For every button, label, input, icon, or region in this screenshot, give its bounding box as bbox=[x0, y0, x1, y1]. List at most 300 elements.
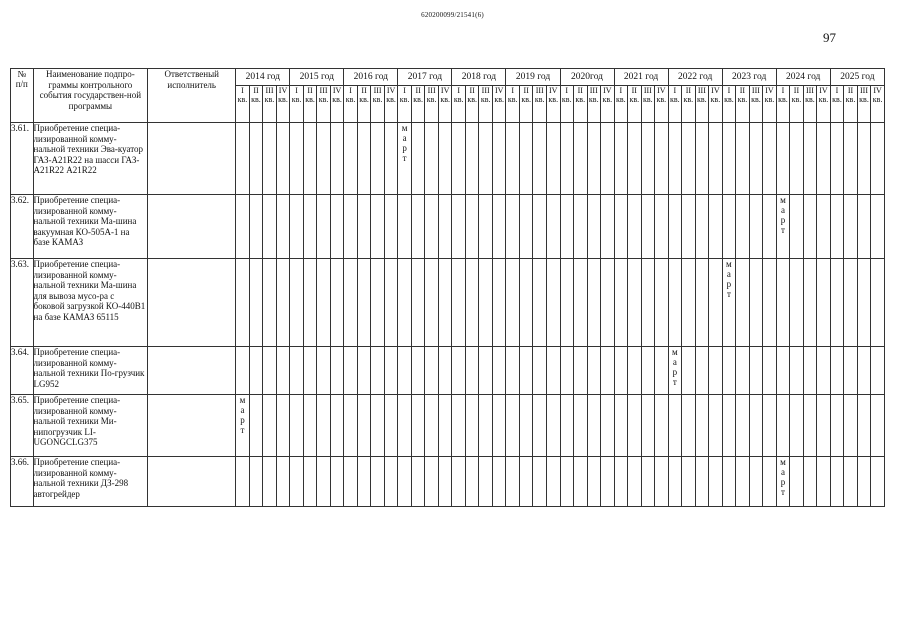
quarter-cell bbox=[465, 123, 479, 195]
quarter-cell bbox=[601, 195, 615, 259]
quarter-cell bbox=[817, 457, 831, 507]
quarter-cell bbox=[817, 195, 831, 259]
row-event-name: Приобретение специа-лизированной комму-нальной техники Ма-шина для вывоза мусо-ра с боковой загрузкой КО-440В1 на базе КАМАЗ 65115 bbox=[33, 259, 148, 347]
quarter-cell bbox=[709, 195, 723, 259]
quarter-cell bbox=[655, 195, 669, 259]
quarter-cell bbox=[695, 259, 709, 347]
quarter-cell bbox=[371, 195, 385, 259]
quarter-cell bbox=[560, 123, 574, 195]
quarter-cell bbox=[290, 259, 304, 347]
quarter-cell bbox=[830, 347, 844, 395]
quarter-cell bbox=[438, 259, 452, 347]
quarter-cell bbox=[249, 347, 263, 395]
month-letter: а bbox=[780, 467, 785, 477]
month-letter: м bbox=[780, 195, 786, 205]
quarter-cell bbox=[682, 395, 696, 457]
quarter-cell bbox=[709, 123, 723, 195]
quarter-cell bbox=[249, 123, 263, 195]
quarter-cell bbox=[492, 123, 506, 195]
month-letter: р bbox=[780, 215, 786, 225]
quarter-cell bbox=[452, 457, 466, 507]
row-number: 3.64. bbox=[11, 347, 34, 395]
quarter-cell bbox=[641, 259, 655, 347]
quarter-cell bbox=[871, 395, 885, 457]
quarter-cell bbox=[668, 395, 682, 457]
quarter-cell bbox=[614, 457, 628, 507]
month-mark bbox=[668, 347, 682, 395]
header-responsible: Ответственый исполнитель bbox=[148, 69, 236, 123]
quarter-cell bbox=[317, 123, 331, 195]
header-quarter: IV кв. bbox=[384, 86, 398, 123]
table-row bbox=[11, 123, 885, 195]
quarter-cell bbox=[574, 259, 588, 347]
quarter-cell bbox=[655, 259, 669, 347]
quarter-cell bbox=[709, 457, 723, 507]
table-row bbox=[11, 347, 885, 395]
quarter-cell bbox=[330, 457, 344, 507]
quarter-cell bbox=[574, 395, 588, 457]
quarter-cell bbox=[344, 395, 358, 457]
quarter-cell bbox=[479, 259, 493, 347]
quarter-cell bbox=[425, 347, 439, 395]
header-year: 2024 год bbox=[776, 69, 830, 86]
header-quarter: II кв. bbox=[249, 86, 263, 123]
quarter-cell bbox=[465, 259, 479, 347]
month-mark bbox=[776, 195, 790, 259]
header-event-name: Наименование подпро-граммы контрольного события государствен-ной программы bbox=[33, 69, 148, 123]
month-letter: а bbox=[780, 205, 785, 215]
row-responsible bbox=[148, 457, 236, 507]
quarter-cell bbox=[722, 395, 736, 457]
quarter-cell bbox=[249, 395, 263, 457]
row-event-name: Приобретение специа-лизированной комму-нальной техники Ма-шина вакуумная КО-505А-1 на базе КАМАЗ bbox=[33, 195, 148, 259]
quarter-cell bbox=[803, 347, 817, 395]
header-quarter: II кв. bbox=[411, 86, 425, 123]
header-quarter: III кв. bbox=[317, 86, 331, 123]
quarter-cell bbox=[560, 457, 574, 507]
quarter-cell bbox=[330, 347, 344, 395]
quarter-cell bbox=[560, 195, 574, 259]
quarter-cell bbox=[776, 347, 790, 395]
month-letter: м bbox=[401, 123, 408, 133]
quarter-cell bbox=[844, 259, 858, 347]
quarter-cell bbox=[546, 457, 560, 507]
quarter-cell bbox=[614, 123, 628, 195]
month-mark bbox=[398, 123, 412, 195]
quarter-cell bbox=[317, 259, 331, 347]
header-quarter: IV кв. bbox=[763, 86, 777, 123]
quarter-cell bbox=[357, 259, 371, 347]
quarter-cell bbox=[587, 457, 601, 507]
quarter-cell bbox=[506, 123, 520, 195]
quarter-cell bbox=[519, 259, 533, 347]
quarter-cell bbox=[371, 457, 385, 507]
quarter-cell bbox=[749, 195, 763, 259]
quarter-cell bbox=[574, 195, 588, 259]
quarter-cell bbox=[601, 259, 615, 347]
quarter-cell bbox=[276, 395, 290, 457]
header-quarter: II кв. bbox=[628, 86, 642, 123]
quarter-cell bbox=[830, 123, 844, 195]
header-quarter: I кв. bbox=[560, 86, 574, 123]
header-quarter: IV кв. bbox=[655, 86, 669, 123]
header-quarter: II кв. bbox=[465, 86, 479, 123]
header-quarter: I кв. bbox=[614, 86, 628, 123]
quarter-cell bbox=[601, 123, 615, 195]
quarter-cell bbox=[817, 347, 831, 395]
quarter-cell bbox=[574, 347, 588, 395]
header-year: 2021 год bbox=[614, 69, 668, 86]
quarter-cell bbox=[263, 259, 277, 347]
quarter-cell bbox=[317, 195, 331, 259]
quarter-cell bbox=[398, 195, 412, 259]
quarter-cell bbox=[682, 195, 696, 259]
quarter-cell bbox=[682, 347, 696, 395]
quarter-cell bbox=[317, 395, 331, 457]
month-letter: р bbox=[240, 415, 245, 425]
quarter-cell bbox=[601, 347, 615, 395]
quarter-cell bbox=[344, 123, 358, 195]
header-quarter: I кв. bbox=[830, 86, 844, 123]
quarter-cell bbox=[641, 347, 655, 395]
quarter-cell bbox=[236, 123, 250, 195]
quarter-cell bbox=[506, 195, 520, 259]
month-letter: м bbox=[780, 457, 786, 467]
quarter-cell bbox=[817, 395, 831, 457]
quarter-cell bbox=[614, 259, 628, 347]
quarter-cell bbox=[357, 347, 371, 395]
quarter-cell bbox=[655, 395, 669, 457]
quarter-cell bbox=[614, 347, 628, 395]
header-year: 2015 год bbox=[290, 69, 344, 86]
header-quarter: I кв. bbox=[344, 86, 358, 123]
quarter-cell bbox=[736, 457, 750, 507]
quarter-cell bbox=[844, 347, 858, 395]
quarter-cell bbox=[398, 457, 412, 507]
quarter-cell bbox=[290, 347, 304, 395]
quarter-cell bbox=[479, 347, 493, 395]
quarter-cell bbox=[614, 195, 628, 259]
quarter-cell bbox=[628, 123, 642, 195]
row-number: 3.63. bbox=[11, 259, 34, 347]
quarter-cell bbox=[371, 395, 385, 457]
header-quarter: IV кв. bbox=[276, 86, 290, 123]
quarter-cell bbox=[411, 123, 425, 195]
quarter-cell bbox=[871, 259, 885, 347]
header-quarter: I кв. bbox=[506, 86, 520, 123]
quarter-cell bbox=[465, 457, 479, 507]
quarter-cell bbox=[276, 195, 290, 259]
quarter-cell bbox=[249, 195, 263, 259]
quarter-cell bbox=[357, 457, 371, 507]
quarter-cell bbox=[601, 457, 615, 507]
quarter-cell bbox=[803, 457, 817, 507]
quarter-cell bbox=[519, 457, 533, 507]
quarter-cell bbox=[263, 347, 277, 395]
quarter-cell bbox=[628, 457, 642, 507]
quarter-cell bbox=[722, 457, 736, 507]
quarter-cell bbox=[641, 123, 655, 195]
quarter-cell bbox=[236, 195, 250, 259]
header-quarter: I кв. bbox=[722, 86, 736, 123]
quarter-cell bbox=[682, 457, 696, 507]
header-quarter: IV кв. bbox=[546, 86, 560, 123]
quarter-cell bbox=[465, 195, 479, 259]
quarter-cell bbox=[560, 259, 574, 347]
row-responsible bbox=[148, 259, 236, 347]
header-quarter: I кв. bbox=[236, 86, 250, 123]
month-letter: р bbox=[672, 367, 678, 377]
quarter-cell bbox=[736, 123, 750, 195]
quarter-cell bbox=[857, 259, 871, 347]
header-quarter: III кв. bbox=[803, 86, 817, 123]
quarter-cell bbox=[830, 195, 844, 259]
quarter-cell bbox=[574, 123, 588, 195]
month-letter: т bbox=[726, 289, 731, 299]
header-quarter: IV кв. bbox=[817, 86, 831, 123]
quarter-cell bbox=[398, 347, 412, 395]
quarter-cell bbox=[709, 347, 723, 395]
quarter-cell bbox=[317, 457, 331, 507]
quarter-cell bbox=[357, 195, 371, 259]
quarter-cell bbox=[411, 259, 425, 347]
month-letter: м bbox=[726, 259, 732, 269]
row-responsible bbox=[148, 195, 236, 259]
quarter-cell bbox=[587, 259, 601, 347]
quarter-cell bbox=[492, 347, 506, 395]
quarter-cell bbox=[763, 259, 777, 347]
quarter-cell bbox=[398, 259, 412, 347]
header-quarter: III кв. bbox=[749, 86, 763, 123]
quarter-cell bbox=[871, 123, 885, 195]
quarter-cell bbox=[236, 259, 250, 347]
quarter-cell bbox=[655, 123, 669, 195]
quarter-cell bbox=[857, 395, 871, 457]
quarter-cell bbox=[465, 347, 479, 395]
header-quarter: IV кв. bbox=[601, 86, 615, 123]
quarter-cell bbox=[236, 347, 250, 395]
quarter-cell bbox=[290, 195, 304, 259]
header-quarter: II кв. bbox=[519, 86, 533, 123]
quarter-cell bbox=[533, 457, 547, 507]
quarter-cell bbox=[790, 457, 804, 507]
quarter-cell bbox=[519, 395, 533, 457]
quarter-cell bbox=[736, 259, 750, 347]
header-quarter: IV кв. bbox=[438, 86, 452, 123]
header-quarter: II кв. bbox=[357, 86, 371, 123]
quarter-cell bbox=[668, 195, 682, 259]
quarter-cell bbox=[492, 395, 506, 457]
month-letter: т bbox=[402, 153, 407, 163]
quarter-cell bbox=[303, 395, 317, 457]
quarter-cell bbox=[830, 259, 844, 347]
header-year: 2016 год bbox=[344, 69, 398, 86]
quarter-cell bbox=[736, 347, 750, 395]
quarter-cell bbox=[749, 123, 763, 195]
quarter-cell bbox=[425, 259, 439, 347]
quarter-cell bbox=[276, 123, 290, 195]
header-quarter: III кв. bbox=[533, 86, 547, 123]
header-quarter: III кв. bbox=[857, 86, 871, 123]
month-letter: а bbox=[672, 357, 677, 367]
quarter-cell bbox=[290, 395, 304, 457]
quarter-cell bbox=[587, 395, 601, 457]
quarter-cell bbox=[628, 259, 642, 347]
month-letter: а bbox=[240, 405, 245, 415]
header-number-line: № bbox=[17, 69, 27, 79]
month-letter: р bbox=[402, 143, 407, 153]
quarter-cell bbox=[384, 195, 398, 259]
quarter-cell bbox=[492, 259, 506, 347]
quarter-cell bbox=[438, 123, 452, 195]
quarter-cell bbox=[736, 395, 750, 457]
quarter-cell bbox=[371, 347, 385, 395]
quarter-cell bbox=[303, 457, 317, 507]
quarter-cell bbox=[749, 457, 763, 507]
row-event-name: Приобретение специа-лизированной комму-нальной техники Ми-нипогрузчик LI-UGONGCLG375 bbox=[33, 395, 148, 457]
month-mark bbox=[776, 457, 790, 507]
quarter-cell bbox=[330, 123, 344, 195]
quarter-cell bbox=[790, 347, 804, 395]
quarter-cell bbox=[384, 259, 398, 347]
quarter-cell bbox=[871, 347, 885, 395]
row-number: 3.62. bbox=[11, 195, 34, 259]
quarter-cell bbox=[519, 347, 533, 395]
quarter-cell bbox=[560, 395, 574, 457]
quarter-cell bbox=[682, 123, 696, 195]
quarter-cell bbox=[357, 123, 371, 195]
quarter-cell bbox=[276, 457, 290, 507]
header-year: 2023 год bbox=[722, 69, 776, 86]
quarter-cell bbox=[587, 195, 601, 259]
quarter-cell bbox=[871, 457, 885, 507]
month-letter: а bbox=[402, 133, 407, 143]
quarter-cell bbox=[628, 347, 642, 395]
quarter-cell bbox=[330, 195, 344, 259]
header-quarter: III кв. bbox=[587, 86, 601, 123]
quarter-cell bbox=[371, 123, 385, 195]
quarter-cell bbox=[695, 347, 709, 395]
quarter-cell bbox=[479, 457, 493, 507]
quarter-cell bbox=[749, 395, 763, 457]
quarter-cell bbox=[546, 195, 560, 259]
quarter-cell bbox=[249, 457, 263, 507]
quarter-cell bbox=[452, 347, 466, 395]
header-quarter: I кв. bbox=[452, 86, 466, 123]
quarter-cell bbox=[574, 457, 588, 507]
quarter-cell bbox=[546, 259, 560, 347]
quarter-cell bbox=[546, 123, 560, 195]
header-quarter: II кв. bbox=[303, 86, 317, 123]
quarter-cell bbox=[749, 347, 763, 395]
quarter-cell bbox=[411, 347, 425, 395]
quarter-cell bbox=[533, 195, 547, 259]
quarter-cell bbox=[844, 123, 858, 195]
header-quarter: IV кв. bbox=[871, 86, 885, 123]
quarter-cell bbox=[722, 347, 736, 395]
quarter-cell bbox=[263, 395, 277, 457]
quarter-cell bbox=[668, 123, 682, 195]
quarter-cell bbox=[357, 395, 371, 457]
quarter-cell bbox=[776, 123, 790, 195]
quarter-cell bbox=[763, 457, 777, 507]
table-row bbox=[11, 395, 885, 457]
quarter-cell bbox=[560, 347, 574, 395]
quarter-cell bbox=[790, 395, 804, 457]
quarter-cell bbox=[641, 457, 655, 507]
row-responsible bbox=[148, 123, 236, 195]
page-number: 97 bbox=[823, 30, 836, 45]
quarter-cell bbox=[452, 259, 466, 347]
quarter-cell bbox=[533, 395, 547, 457]
quarter-cell bbox=[465, 395, 479, 457]
month-mark bbox=[236, 395, 250, 457]
quarter-cell bbox=[668, 457, 682, 507]
quarter-cell bbox=[290, 457, 304, 507]
header-year: 2025 год bbox=[830, 69, 884, 86]
quarter-cell bbox=[614, 395, 628, 457]
quarter-cell bbox=[803, 395, 817, 457]
quarter-cell bbox=[438, 195, 452, 259]
quarter-cell bbox=[857, 123, 871, 195]
quarter-cell bbox=[411, 457, 425, 507]
quarter-cell bbox=[384, 347, 398, 395]
row-event-name: Приобретение специа-лизированной комму-нальной техники ДЗ-298 автогрейдер bbox=[33, 457, 148, 507]
quarter-cell bbox=[533, 347, 547, 395]
quarter-cell bbox=[317, 347, 331, 395]
header-quarter: III кв. bbox=[479, 86, 493, 123]
quarter-cell bbox=[438, 395, 452, 457]
header-quarter: II кв. bbox=[844, 86, 858, 123]
header-quarter: III кв. bbox=[425, 86, 439, 123]
quarter-cell bbox=[803, 123, 817, 195]
row-event-name: Приобретение специа-лизированной комму-нальной техники По-грузчик LG952 bbox=[33, 347, 148, 395]
quarter-cell bbox=[857, 195, 871, 259]
quarter-cell bbox=[871, 195, 885, 259]
quarter-cell bbox=[695, 195, 709, 259]
header-quarter: III кв. bbox=[263, 86, 277, 123]
header-quarter: III кв. bbox=[641, 86, 655, 123]
quarter-cell bbox=[330, 395, 344, 457]
quarter-cell bbox=[803, 195, 817, 259]
quarter-cell bbox=[344, 259, 358, 347]
row-event-name: Приобретение специа-лизированной комму-нальной техники Эва-куатор ГАЗ-А21R22 на шасси ГАЗ-А21R22 А21R22 bbox=[33, 123, 148, 195]
quarter-cell bbox=[533, 123, 547, 195]
quarter-cell bbox=[817, 259, 831, 347]
month-letter: м bbox=[672, 347, 678, 357]
schedule-table bbox=[10, 68, 885, 507]
header-quarter: IV кв. bbox=[492, 86, 506, 123]
quarter-cell bbox=[411, 395, 425, 457]
month-letter: т bbox=[780, 225, 785, 235]
quarter-cell bbox=[817, 123, 831, 195]
quarter-cell bbox=[695, 457, 709, 507]
quarter-cell bbox=[763, 347, 777, 395]
quarter-cell bbox=[303, 123, 317, 195]
quarter-cell bbox=[452, 395, 466, 457]
header-year: 2018 год bbox=[452, 69, 506, 86]
quarter-cell bbox=[438, 457, 452, 507]
quarter-cell bbox=[546, 347, 560, 395]
header-number bbox=[11, 69, 34, 123]
quarter-cell bbox=[722, 195, 736, 259]
month-mark bbox=[722, 259, 736, 347]
quarter-cell bbox=[276, 347, 290, 395]
quarter-cell bbox=[682, 259, 696, 347]
quarter-cell bbox=[736, 195, 750, 259]
quarter-cell bbox=[371, 259, 385, 347]
month-letter: а bbox=[726, 269, 731, 279]
